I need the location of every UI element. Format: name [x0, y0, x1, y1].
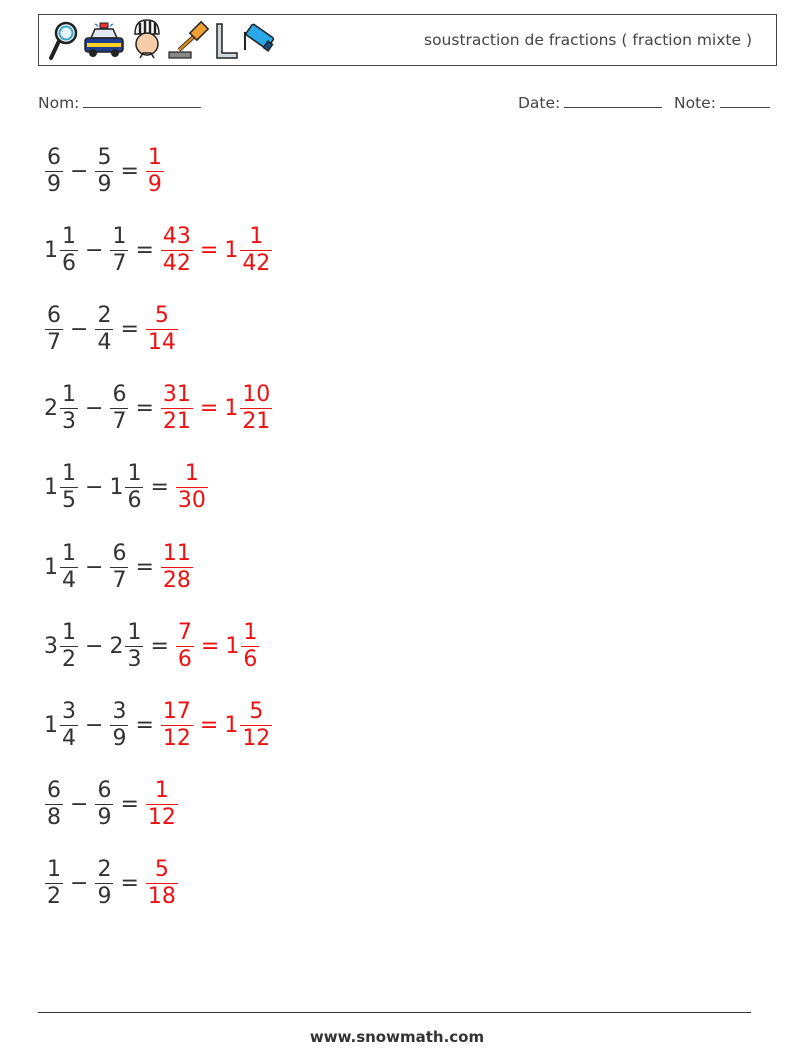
- numerator: 1: [62, 619, 76, 645]
- answer-whole-number: 1: [224, 237, 239, 263]
- answer-mixed-fraction: [240, 698, 272, 751]
- fraction-b: [95, 859, 113, 908]
- fraction-a: [60, 698, 78, 751]
- answer-whole-number: 1: [224, 712, 239, 738]
- numerator: 2: [97, 857, 112, 883]
- denominator: 3: [62, 409, 76, 435]
- fraction-b: [95, 780, 113, 829]
- ruler-icon: [213, 20, 239, 62]
- equals-sign: =: [120, 871, 139, 897]
- answer-fraction: [146, 780, 178, 829]
- whole-number: 1: [44, 554, 58, 580]
- equals-sign: =: [199, 237, 219, 263]
- minus-sign: −: [85, 237, 104, 263]
- numerator: 1: [127, 619, 142, 645]
- numerator: 3: [112, 698, 127, 724]
- equals-sign: =: [199, 396, 219, 422]
- denominator: 14: [147, 329, 176, 355]
- denominator: 21: [162, 409, 191, 435]
- fraction-a: [60, 619, 78, 672]
- denominator: 12: [162, 725, 191, 751]
- denominator: 9: [97, 171, 112, 197]
- date-label: Date:: [518, 94, 561, 112]
- denominator: 9: [47, 171, 61, 197]
- numerator: 17: [162, 698, 191, 724]
- name-blank: [83, 95, 201, 108]
- answer-whole-number: 1: [225, 633, 240, 659]
- minus-sign: −: [85, 633, 104, 659]
- date-blank: [564, 95, 662, 108]
- whole-number: 1: [44, 237, 58, 263]
- denominator: 2: [47, 884, 61, 910]
- numerator: 5: [154, 302, 169, 328]
- problem-row: [44, 616, 260, 676]
- numerator: 5: [97, 144, 112, 170]
- numerator: 2: [97, 302, 112, 328]
- equals-sign: =: [150, 633, 169, 659]
- numerator: 3: [62, 698, 76, 724]
- whole-number: 2: [109, 633, 124, 659]
- fraction-a: [60, 540, 78, 593]
- equals-sign: =: [120, 792, 139, 818]
- fraction-a: [45, 302, 63, 355]
- denominator: 28: [162, 567, 191, 593]
- numerator: 1: [147, 144, 162, 170]
- numerator: 10: [242, 382, 271, 408]
- denominator: 30: [177, 488, 206, 514]
- answer-fraction: [146, 859, 178, 908]
- fraction-b: [110, 223, 128, 276]
- numerator: 1: [112, 223, 127, 249]
- numerator: 5: [249, 698, 264, 724]
- equals-sign: =: [120, 316, 139, 342]
- equals-sign: =: [200, 633, 220, 659]
- denominator: 6: [177, 646, 192, 672]
- denominator: 12: [242, 725, 271, 751]
- fraction-a: [60, 223, 78, 276]
- denominator: 18: [147, 884, 176, 910]
- name-label: Nom:: [38, 94, 80, 112]
- magnifier-icon: [47, 20, 79, 62]
- denominator: 6: [243, 646, 258, 672]
- fraction-a: [60, 463, 78, 512]
- denominator: 9: [112, 725, 127, 751]
- whole-number: 2: [44, 396, 58, 422]
- minus-sign: −: [85, 554, 104, 580]
- denominator: 5: [62, 488, 76, 514]
- surveillance-camera-icon: [241, 20, 275, 62]
- numerator: 1: [243, 619, 258, 645]
- equals-sign: =: [135, 712, 154, 738]
- fraction-b: [110, 698, 128, 751]
- fraction-b: [125, 619, 143, 672]
- answer-mixed-fraction: [240, 223, 272, 276]
- numerator: 1: [62, 223, 76, 249]
- fraction-a: [45, 859, 63, 908]
- problem-row: [44, 695, 273, 755]
- header-box: [38, 14, 777, 66]
- answer-mixed-fraction: [240, 384, 272, 433]
- fraction-b: [110, 540, 128, 593]
- numerator: 7: [177, 619, 192, 645]
- worksheet-title: soustraction de fractions ( fraction mixte ): [424, 31, 752, 49]
- fraction-a: [60, 384, 78, 433]
- problem-row: [44, 775, 179, 835]
- minus-sign: −: [85, 475, 104, 501]
- answer-whole-number: 1: [224, 396, 239, 422]
- answer-fraction: [146, 144, 164, 197]
- problem-row: [44, 379, 273, 439]
- equals-sign: =: [135, 396, 154, 422]
- fraction-b: [110, 384, 128, 433]
- fraction-a: [45, 780, 63, 829]
- numerator: 43: [162, 223, 191, 249]
- numerator: 1: [127, 461, 142, 487]
- numerator: 1: [184, 461, 199, 487]
- denominator: 42: [162, 250, 191, 276]
- problem-row: [44, 854, 179, 914]
- numerator: 11: [162, 540, 191, 566]
- answer-fraction: [161, 384, 193, 433]
- minus-sign: −: [70, 792, 89, 818]
- denominator: 2: [62, 646, 76, 672]
- footer-divider: [38, 1012, 751, 1013]
- name-field: [38, 94, 201, 112]
- answer-fraction: [161, 540, 193, 593]
- denominator: 3: [127, 646, 142, 672]
- minus-sign: −: [70, 871, 89, 897]
- numerator: 1: [62, 382, 76, 408]
- numerator: 6: [112, 540, 127, 566]
- equals-sign: =: [120, 158, 139, 184]
- denominator: 8: [47, 805, 61, 831]
- numerator: 6: [47, 778, 61, 804]
- numerator: 6: [112, 382, 127, 408]
- answer-mixed-fraction: [241, 619, 259, 672]
- denominator: 6: [62, 250, 76, 276]
- equals-sign: =: [135, 554, 154, 580]
- denominator: 42: [242, 250, 271, 276]
- prisoner-icon: [129, 18, 165, 64]
- note-label: Note:: [674, 94, 716, 112]
- problem-row: [44, 141, 165, 201]
- denominator: 7: [47, 329, 61, 355]
- whole-number: 3: [44, 633, 58, 659]
- whole-number: 1: [109, 475, 124, 501]
- problem-row: [44, 537, 194, 597]
- numerator: 6: [47, 302, 61, 328]
- date-field: [518, 94, 662, 112]
- problem-row: [44, 299, 179, 359]
- numerator: 5: [154, 857, 169, 883]
- denominator: 7: [112, 567, 127, 593]
- denominator: 9: [97, 805, 112, 831]
- numerator: 1: [62, 540, 76, 566]
- footer-url: www.snowmath.com: [309, 1028, 485, 1046]
- fraction-a: [45, 144, 63, 197]
- answer-fraction: [176, 463, 208, 512]
- equals-sign: =: [199, 712, 219, 738]
- answer-fraction: [176, 619, 194, 672]
- fraction-b: [95, 144, 113, 197]
- minus-sign: −: [70, 316, 89, 342]
- gavel-icon: [167, 20, 211, 62]
- denominator: 4: [97, 329, 112, 355]
- minus-sign: −: [70, 158, 89, 184]
- equals-sign: =: [135, 237, 154, 263]
- whole-number: 1: [44, 475, 58, 501]
- problem-row: [44, 458, 209, 518]
- denominator: 4: [62, 567, 76, 593]
- answer-fraction: [161, 223, 193, 276]
- numerator: 6: [47, 144, 61, 170]
- denominator: 7: [112, 409, 127, 435]
- denominator: 12: [147, 805, 176, 831]
- denominator: 6: [127, 488, 142, 514]
- answer-fraction: [146, 302, 178, 355]
- answer-fraction: [161, 698, 193, 751]
- police-car-icon: [81, 20, 127, 62]
- numerator: 1: [47, 857, 61, 883]
- whole-number: 1: [44, 712, 58, 738]
- denominator: 4: [62, 725, 76, 751]
- numerator: 1: [249, 223, 264, 249]
- icon-strip: [47, 18, 275, 64]
- note-field: [674, 94, 770, 112]
- problem-row: [44, 220, 273, 280]
- denominator: 21: [242, 409, 271, 435]
- fraction-b: [125, 463, 143, 512]
- numerator: 6: [97, 778, 112, 804]
- numerator: 31: [162, 382, 191, 408]
- equals-sign: =: [150, 475, 169, 501]
- fraction-b: [95, 302, 113, 355]
- note-blank: [720, 95, 770, 108]
- denominator: 9: [147, 171, 162, 197]
- minus-sign: −: [85, 712, 104, 738]
- minus-sign: −: [85, 396, 104, 422]
- numerator: 1: [154, 778, 169, 804]
- denominator: 9: [97, 884, 112, 910]
- denominator: 7: [112, 250, 127, 276]
- numerator: 1: [62, 461, 76, 487]
